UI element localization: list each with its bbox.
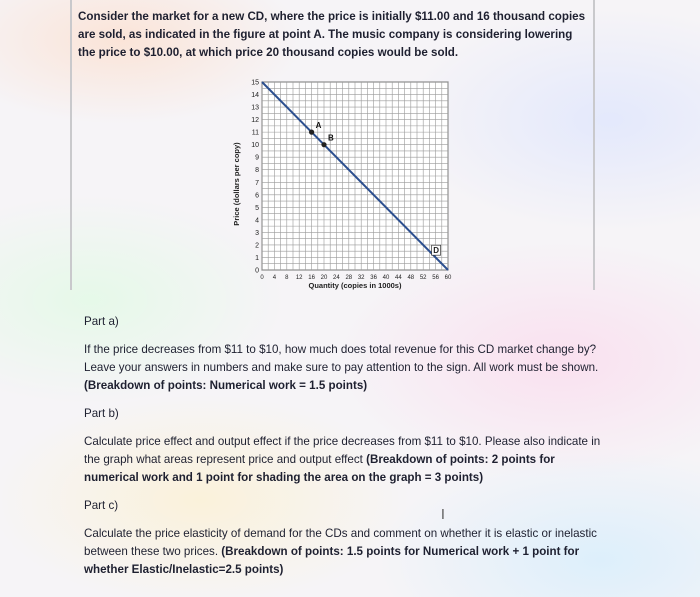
x-tick-label: 48: [407, 275, 415, 281]
y-tick-label: 14: [251, 92, 259, 100]
y-tick-label: 4: [255, 217, 259, 225]
point-b-label: B: [328, 133, 334, 143]
y-axis-label: Price (dollars per copy): [232, 142, 241, 226]
x-axis-label: Quantity (copies in 1000s): [308, 281, 402, 290]
part-b-heading: Part b): [84, 407, 119, 420]
y-tick-label: 10: [251, 142, 259, 150]
point-a-label: A: [315, 121, 322, 131]
y-tick-label: 7: [255, 179, 259, 187]
y-tick-label: 0: [255, 267, 259, 275]
x-tick-label: 8: [285, 275, 289, 281]
y-tick-label: 3: [255, 229, 259, 237]
y-tick-label: 11: [251, 129, 259, 137]
y-tick-label: 13: [251, 104, 259, 112]
demand-chart: [226, 74, 466, 294]
question-parts: [84, 313, 609, 589]
x-tick-label: 0: [260, 275, 264, 281]
x-tick-label: 40: [382, 275, 390, 281]
point-a-marker: [309, 130, 314, 135]
demand-label: D: [433, 246, 439, 256]
y-tick-label: 6: [255, 192, 259, 200]
part-a-text: If the price decreases from $11 to $10, how much does total revenue for this CD market change by? Leave your answers in numbers and make sure to pay attention to the sign. All work must be shown. (Breakdown of points: Numerical work = 1.5 points): [84, 343, 599, 392]
x-tick-label: 44: [395, 275, 402, 281]
x-tick-label: 36: [370, 275, 377, 281]
x-tick-label: 4: [272, 275, 277, 281]
point-b-marker: [321, 142, 326, 147]
y-tick-label: 8: [255, 167, 259, 175]
part-c-text: Calculate the price elasticity of demand for the CDs and comment on whether it is elastic or inelastic between these two prices. (Breakdown of points: 1.5 points for Numerical work + 1 point for whether Elastic/Inelastic=2.5 points): [84, 527, 597, 576]
text-cursor-icon: I: [441, 508, 445, 523]
y-tick-label: 12: [251, 117, 259, 125]
y-tick-label: 5: [255, 204, 259, 212]
x-tick-label: 12: [295, 275, 303, 281]
y-tick-label: 9: [255, 154, 259, 162]
question-prompt: Consider the market for a new CD, where the price is initially $11.00 and 16 thousand copies are sold, as indicated in the figure at point A. The music company is considering lowering the price to $10.00, at which price 20 thousand copies would be sold.: [78, 10, 586, 59]
x-tick-label: 28: [345, 275, 353, 281]
part-b-text: Calculate price effect and output effect if the price decreases from $11 to $10. Please also indicate in the graph what areas represent price and output effect (Breakdown of points: 2 points for numerical work and 1 point for shading the area on the graph = 3 points): [84, 435, 601, 484]
y-tick-label: 15: [251, 79, 259, 87]
y-tick-label: 1: [255, 254, 259, 262]
part-c-heading: Part c): [84, 499, 119, 512]
part-a-heading: Part a): [84, 315, 119, 328]
y-axis-ticks: [251, 80, 259, 275]
x-tick-label: 16: [308, 275, 315, 281]
x-tick-label: 32: [357, 275, 365, 281]
x-tick-label: 20: [320, 275, 328, 281]
x-tick-label: 52: [419, 275, 427, 281]
x-tick-label: 56: [432, 275, 439, 281]
y-tick-label: 2: [255, 242, 259, 250]
x-tick-label: 24: [333, 275, 340, 281]
x-tick-label: 60: [444, 275, 452, 281]
